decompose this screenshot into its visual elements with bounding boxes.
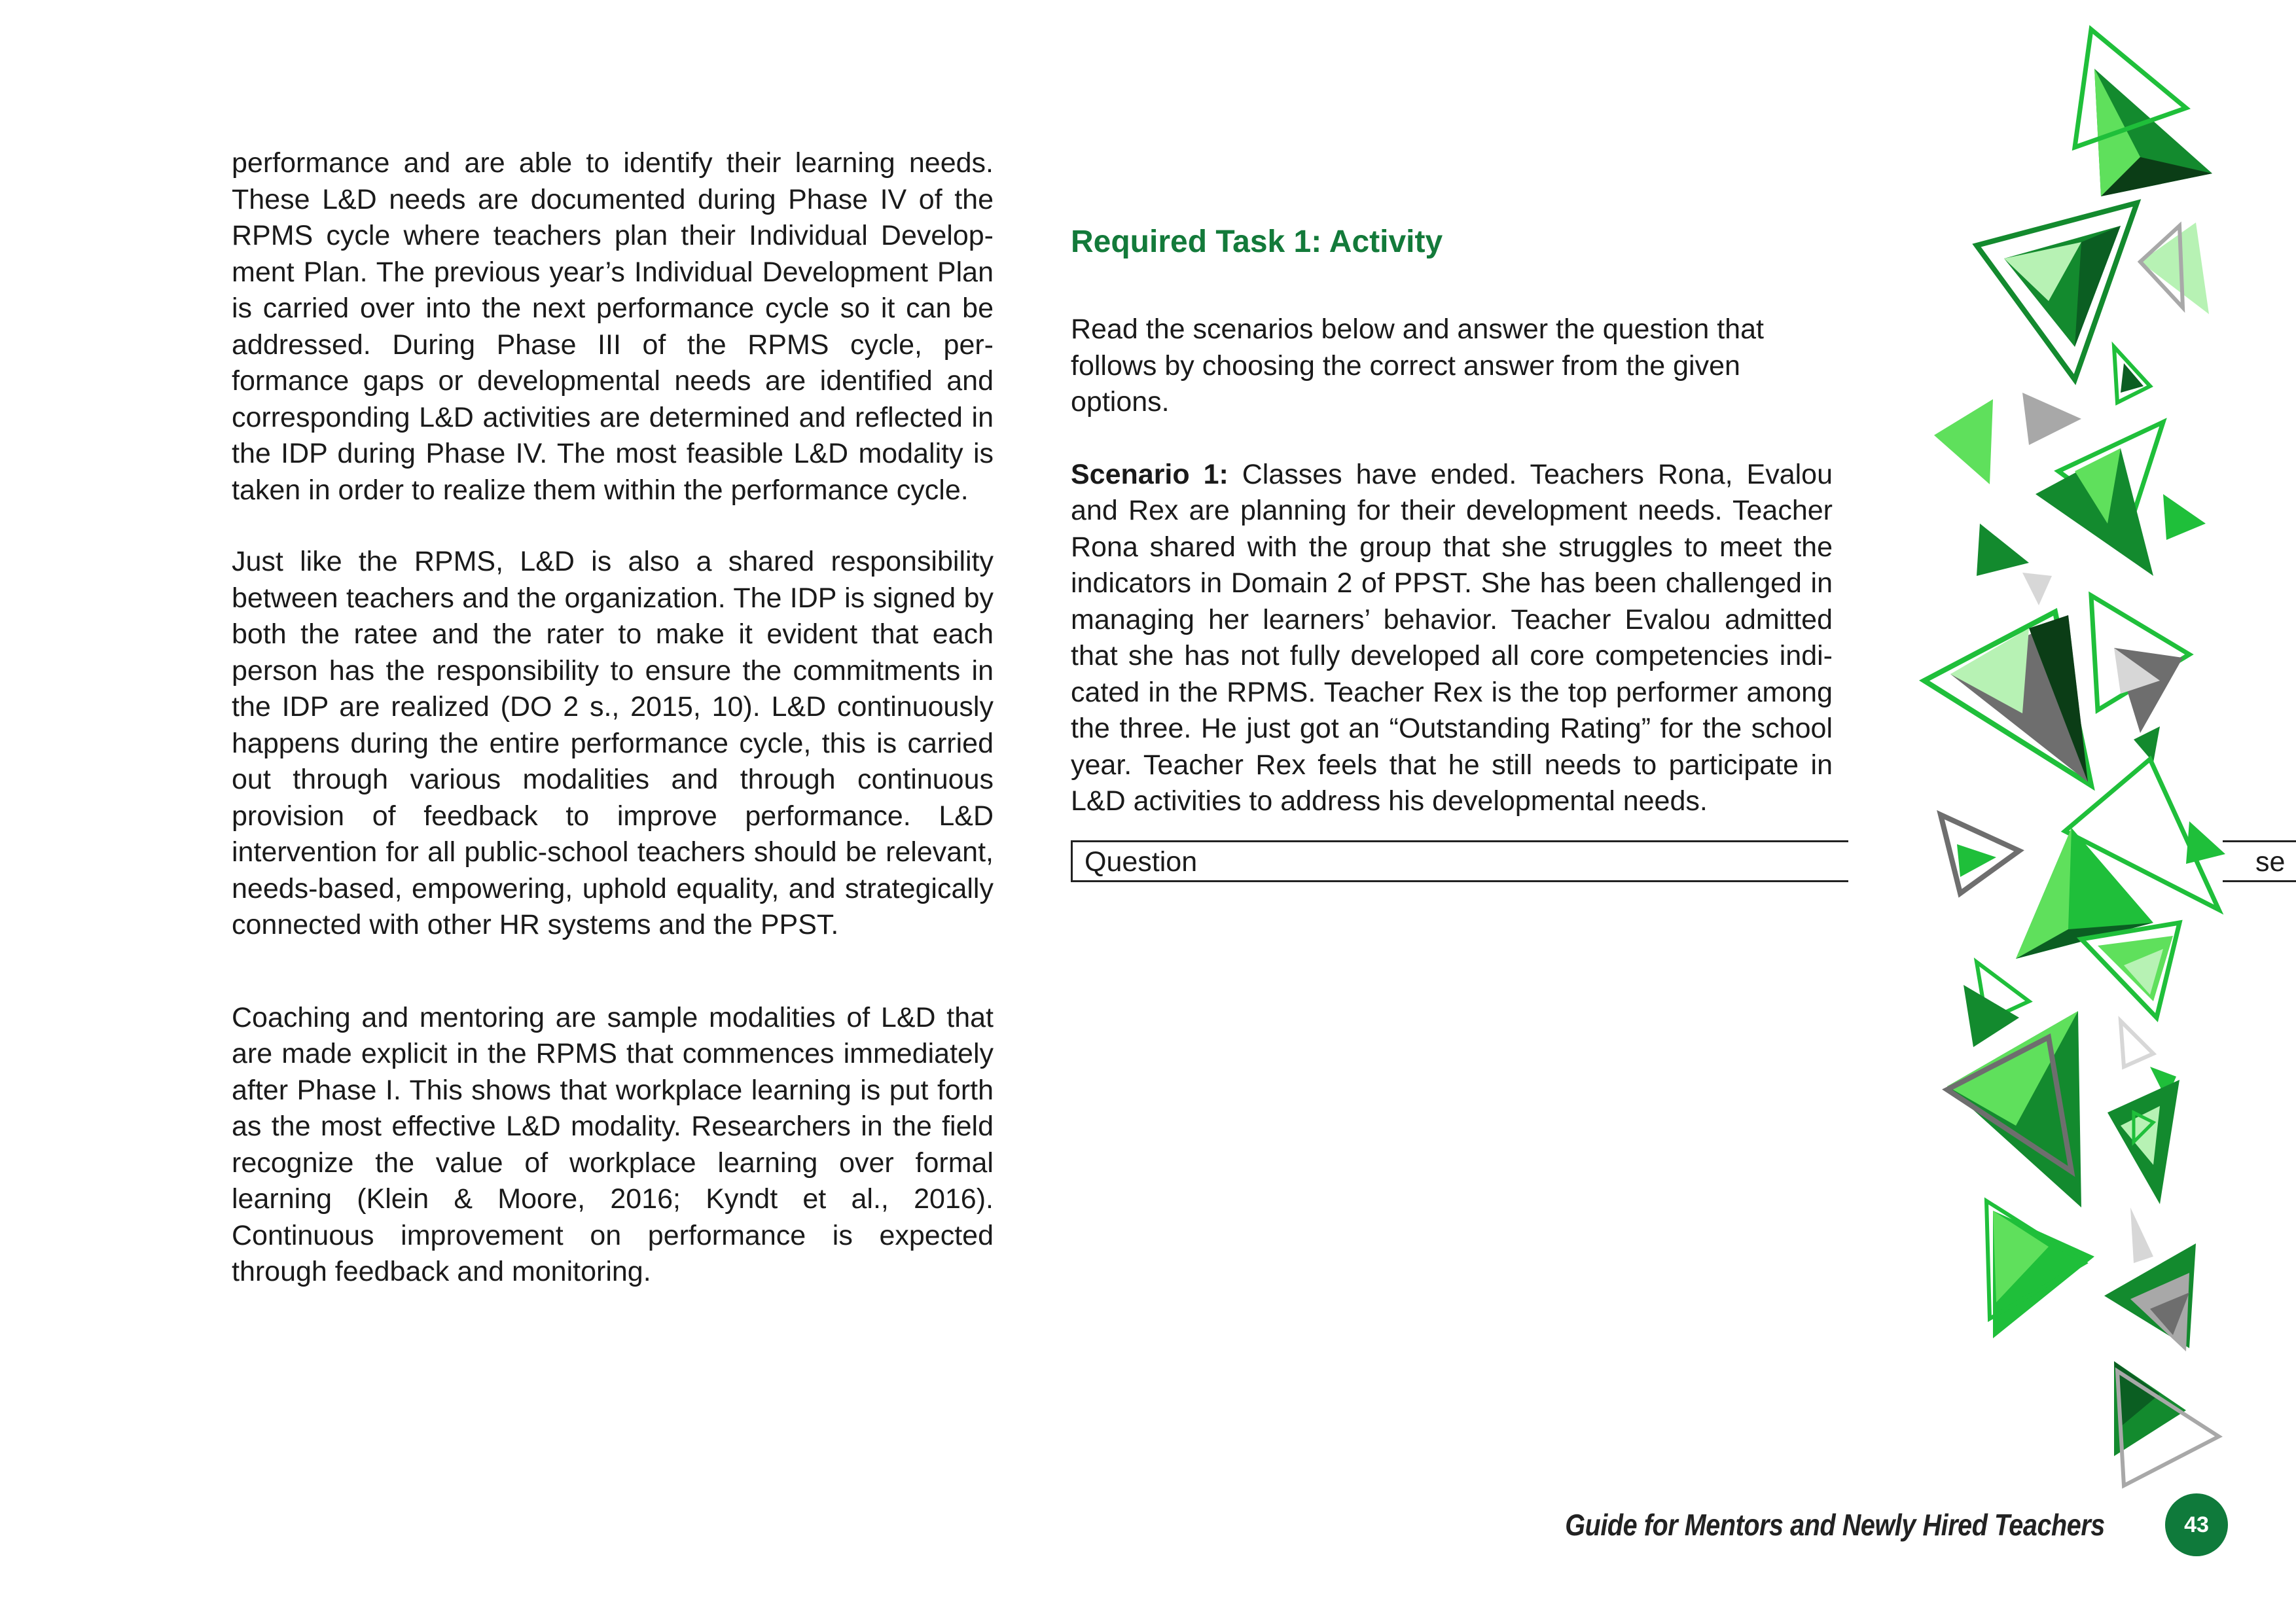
triangle-shape bbox=[1977, 524, 2029, 576]
footer-title: Guide for Mentors and Newly Hired Teachers bbox=[1565, 1508, 2105, 1542]
triangle-shape bbox=[1934, 399, 1993, 484]
triangle-shape bbox=[2022, 573, 2052, 605]
page-number-badge: 43 bbox=[2165, 1493, 2228, 1556]
paragraph-coaching-mentoring: Coaching and mentoring are sample modalities of L&D that are made explicit in the RPMS that commences immediately after Phase I. This shows that workplace learning is put forth as the most effective L&D modality. Researchers in the field recognize the value of workplace learning over formal learning (Klein & Moore, 2016; Kyndt et al., 2016). Continuous improvement on performance is expected through feedback and monitoring. bbox=[232, 1001, 994, 1287]
triangle-shape bbox=[2022, 393, 2081, 445]
task-instructions: Read the scenarios below and answer the question that follows by choosing the correct answer from the given options. bbox=[1071, 313, 1764, 418]
task-heading: Required Task 1: Activity bbox=[1071, 224, 1443, 259]
scenario-text: Classes have ended. Teachers Rona, Evalou and Rex are planning for their development needs. Teacher Rona shared with the group that she struggles to meet the indicators in Domain 2 of PPST. She has been challenged in managing her learners’ behavior. Teacher Evalou admitted that she has not fully developed all core competencies indi-cated in the RPMS. Teacher Rex is the top performer among the three. He just got an “Outstanding Rating” for the school year. Teacher Rex feels that he still needs to participate in L&D activities to address his developmental needs. bbox=[1071, 458, 1833, 817]
triangle-shape bbox=[2075, 29, 2186, 147]
paragraph-idp: performance and are able to identify their learning needs. These L&D needs are documented during Phase IV of the RPMS cycle where teachers plan their Individual Develop-ment Plan. The previous year’s Individual Development Plan is carried over into the next performance cycle so it can be addressed. During Phase III of the RPMS cycle, per-formance gaps or developmental needs are identified and corresponding L&D activities are determined and reflected in the IDP during Phase IV. The most feasible L&D modality is taken in order to realize them within the performance cycle. bbox=[232, 147, 994, 506]
response-column-header: se bbox=[2223, 840, 2296, 882]
question-column-header: Question bbox=[1071, 840, 1848, 882]
paragraph-shared-responsibility: Just like the RPMS, L&D is also a shared responsibility between teachers and the organization. The IDP is signed by both the ratee and the rater to make it evident that each person has the responsibility to ensure the commitments in the IDP are realized (DO 2 s., 2015, 10). L&D continuously happens during the entire performance cycle, this is carried out through various modalities and through continuous provision of feedback to improve performance. L&D intervention for all public-school teachers should be relevant, needs-based, empowering, uphold equality, and strategically connected with other HR systems and the PPST. bbox=[232, 546, 994, 940]
triangle-shape bbox=[2134, 726, 2160, 762]
triangle-shape bbox=[2186, 821, 2225, 864]
scenario-label: Scenario 1: bbox=[1071, 458, 1229, 490]
decorative-triangles bbox=[1833, 0, 2296, 1505]
triangle-shape bbox=[2130, 1207, 2153, 1263]
triangle-shape bbox=[2163, 494, 2206, 540]
triangle-shape bbox=[1964, 985, 2019, 1047]
left-column bbox=[232, 145, 994, 1291]
right-column bbox=[1071, 216, 1833, 820]
scenario-1 bbox=[1071, 457, 1833, 820]
triangle-shape bbox=[2075, 226, 2121, 347]
triangle-shape bbox=[2121, 1021, 2153, 1067]
